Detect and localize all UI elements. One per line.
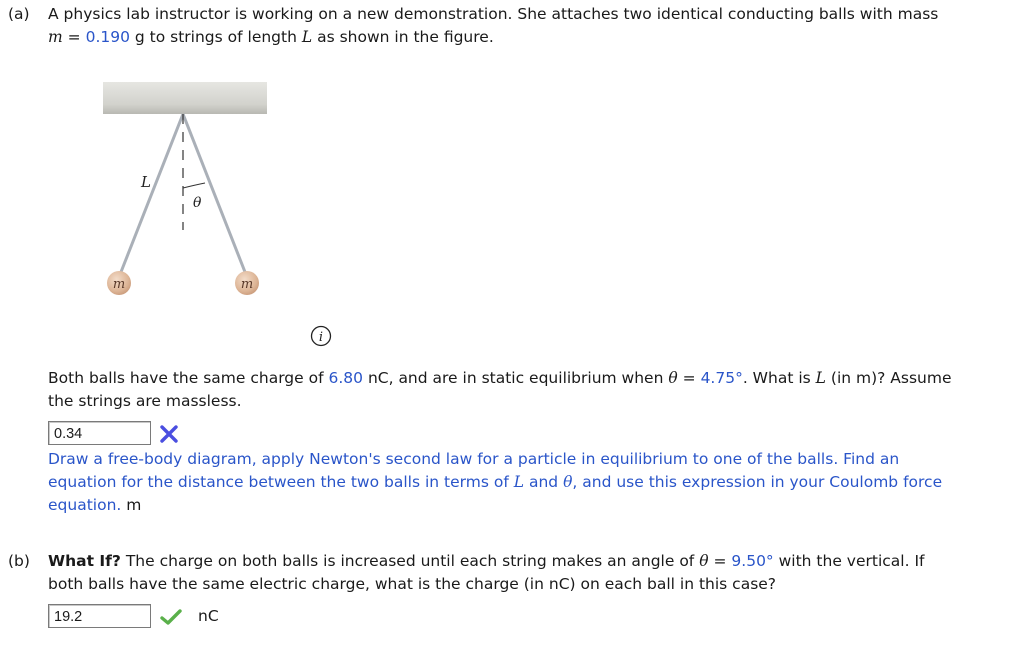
what-if-lead: What If? — [48, 552, 121, 570]
question-part3: . What is — [742, 369, 811, 387]
part-b-answer-input[interactable]: 19.2 — [48, 604, 151, 628]
feedback-length-symbol: L — [513, 473, 525, 491]
part-b-line1 — [48, 550, 924, 572]
left-string — [121, 114, 183, 272]
right-string — [183, 114, 245, 272]
part-b-label: (b) — [8, 552, 30, 570]
part-a-answer-input[interactable]: 0.34 — [48, 421, 151, 445]
feedback-equation: equation. — [48, 496, 122, 514]
equals-sign: = — [682, 369, 696, 387]
equals-sign: = — [67, 28, 81, 46]
part-a-intro-line2 — [48, 26, 494, 48]
part-a-intro-line1: A physics lab instructor is working on a new demonstration. She attaches two identical conducting balls with mass — [48, 5, 939, 23]
intro-rest: g to strings of length — [134, 28, 297, 46]
info-icon-glyph: i — [318, 330, 324, 345]
theta-symbol: θ — [668, 369, 678, 387]
length-symbol: L — [301, 28, 313, 46]
feedback-and: and — [528, 473, 559, 491]
part-b-unit: nC — [198, 607, 219, 625]
question-part1: Both balls have the same charge of — [48, 369, 324, 387]
intro-end: as shown in the figure. — [317, 28, 494, 46]
length-symbol: L — [815, 369, 826, 387]
part-b-angle-value: 9.50° — [731, 552, 774, 570]
feedback-part1: equation for the distance between the two balls in terms of — [48, 473, 509, 491]
angle-value: 4.75° — [700, 369, 743, 387]
answer-unit-m: m — [126, 496, 142, 514]
question-part4: (in m)? Assume — [830, 369, 952, 387]
mass-symbol: m — [48, 28, 63, 46]
right-ball-label: m — [240, 277, 254, 292]
feedback-line3 — [48, 494, 141, 517]
info-icon[interactable] — [310, 325, 332, 347]
charge-value: 6.80 — [328, 369, 363, 387]
part-a-label: (a) — [8, 5, 30, 23]
incorrect-x-icon — [160, 425, 178, 443]
label-L: L — [141, 173, 151, 191]
correct-check-icon — [160, 608, 182, 626]
feedback-line1: Draw a free-body diagram, apply Newton's second law for a particle in equilibrium to one of the balls. Find an — [48, 450, 900, 468]
question-part2: nC, and are in static equilibrium when — [367, 369, 664, 387]
part-b-text1: The charge on both balls is increased until each string makes an angle of — [125, 552, 695, 570]
label-theta: θ — [193, 195, 202, 211]
ceiling-support — [103, 82, 267, 114]
part-a-question-line2: the strings are massless. — [48, 392, 242, 410]
part-b-line2: both balls have the same electric charge, what is the charge (in nC) on each ball in this case? — [48, 575, 777, 593]
part-b-text2: with the vertical. If — [778, 552, 925, 570]
feedback-part2: , and use this expression in your Coulomb force — [572, 473, 943, 491]
feedback-line2 — [48, 471, 942, 494]
part-b-equals: = — [713, 552, 727, 570]
mass-value: 0.190 — [85, 28, 130, 46]
feedback-theta-symbol: θ — [563, 473, 573, 491]
pendulum-figure — [95, 82, 280, 302]
part-a-question-line1 — [48, 367, 952, 389]
part-b-theta-symbol: θ — [699, 552, 709, 570]
left-ball-label: m — [112, 277, 126, 292]
theta-arc — [183, 183, 205, 188]
